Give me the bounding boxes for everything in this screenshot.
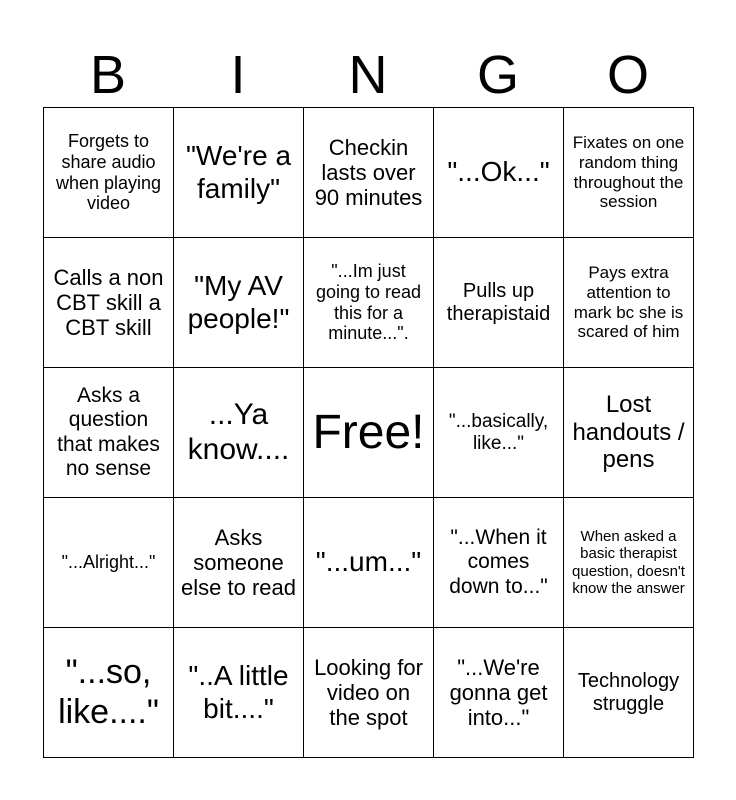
bingo-cell[interactable]: "We're a family" (174, 108, 304, 238)
bingo-cell[interactable]: Looking for video on the spot (304, 628, 434, 758)
bingo-cell[interactable]: Pulls up therapistaid (434, 238, 564, 368)
bingo-cell[interactable]: "...Im just going to read this for a minute...". (304, 238, 434, 368)
bingo-cell[interactable]: "...so, like...." (44, 628, 174, 758)
bingo-cell[interactable]: Asks a question that makes no sense (44, 368, 174, 498)
bingo-cell[interactable]: "...We're gonna get into..." (434, 628, 564, 758)
bingo-cell[interactable]: Calls a non CBT skill a CBT skill (44, 238, 174, 368)
bingo-cell[interactable]: Pays extra attention to mark bc she is scared of him (564, 238, 694, 368)
bingo-cell[interactable]: "...basically, like..." (434, 368, 564, 498)
bingo-board (43, 107, 694, 758)
bingo-cell[interactable]: Forgets to share audio when playing video (44, 108, 174, 238)
header-letter-n: N (348, 45, 388, 105)
bingo-cell[interactable]: "...Alright..." (44, 498, 174, 628)
bingo-cell[interactable]: "...um..." (304, 498, 434, 628)
bingo-cell[interactable]: ...Ya know.... (174, 368, 304, 498)
bingo-cell[interactable]: Fixates on one random thing throughout the session (564, 108, 694, 238)
bingo-cell[interactable]: Asks someone else to read (174, 498, 304, 628)
bingo-cell[interactable]: When asked a basic therapist question, doesn't know the answer (564, 498, 694, 628)
bingo-cell[interactable]: Technology struggle (564, 628, 694, 758)
bingo-cell[interactable]: "...When it comes down to..." (434, 498, 564, 628)
bingo-cell[interactable]: "My AV people!" (174, 238, 304, 368)
bingo-header (43, 44, 693, 106)
bingo-cell[interactable]: "...Ok..." (434, 108, 564, 238)
header-letter-b: B (89, 45, 127, 105)
bingo-cell[interactable]: "..A little bit...." (174, 628, 304, 758)
header-letter-o: O (606, 45, 649, 105)
free-space-cell[interactable]: Free! (304, 368, 434, 498)
header-letter-g: G (476, 45, 519, 105)
bingo-cell[interactable]: Lost handouts / pens (564, 368, 694, 498)
bingo-cell[interactable]: Checkin lasts over 90 minutes (304, 108, 434, 238)
header-letter-i: I (230, 45, 246, 105)
